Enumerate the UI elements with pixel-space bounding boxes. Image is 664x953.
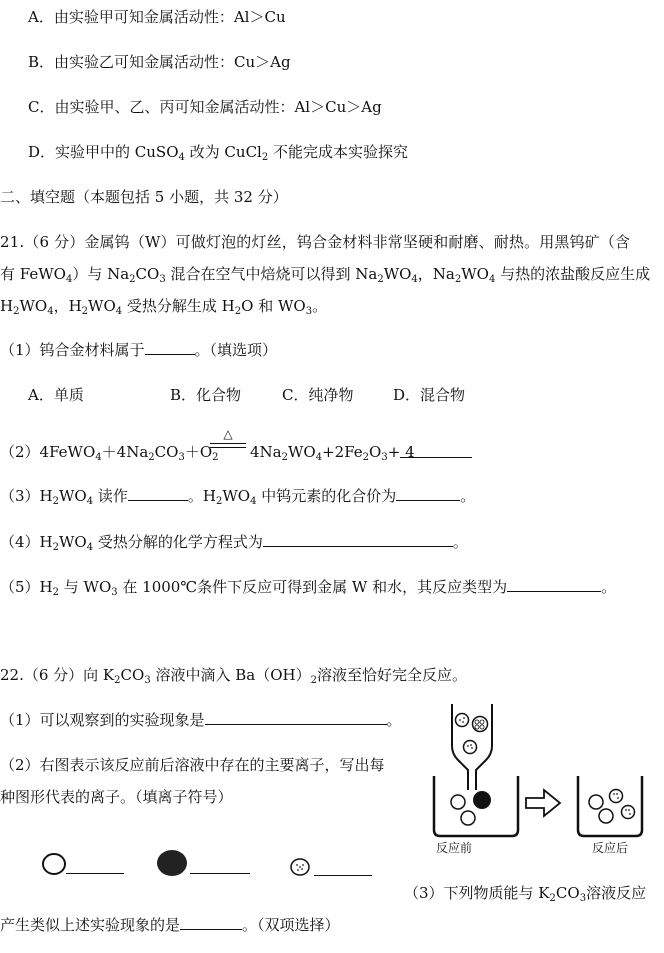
q21-stem-line1: 21.（6 分）金属钨（W）可做灯泡的灯丝，钨合金材料非常坚硬和耐磨、耐热。用黑钨矿（含	[0, 233, 631, 251]
q21-stem-line2: 有 FeWO$_4$）与 $Na_2CO_3$ 混合在空气中焙烧可以得到 $Na_2WO_4$，$Na_2WO_4$ 与热的浓盐酸反应生成	[0, 265, 651, 285]
equals-line-top	[210, 443, 246, 444]
answer-blank[interactable]	[396, 486, 460, 501]
q21-part2: $(2)4FeWO_4+4Na_2CO_3+O_2$	[0, 443, 219, 463]
q22-part1: （1）可以观察到的实验现象是 。	[0, 711, 402, 729]
q22-part3-line1: （3）下列物质能与 $K_2CO_3$溶液反应	[404, 884, 647, 904]
answer-blank[interactable]	[145, 340, 195, 355]
answer-blank[interactable]	[314, 875, 372, 876]
q21-opt-c: C．纯净物	[282, 386, 354, 404]
q21-opt-a: A．单质	[28, 386, 84, 404]
q21-part3: $(3)H_2WO_4$ 读作 。$H_2WO_4$ 中钨元素的化合价为 。	[0, 487, 476, 507]
answer-blank[interactable]	[66, 873, 124, 874]
dropper-icon	[452, 704, 492, 790]
label-after: 反应后	[592, 841, 629, 855]
dotted-circle-icon	[291, 859, 309, 875]
q22-part2-line2: 种图形代表的离子。（填离子符号）	[0, 788, 233, 806]
section-heading: 二、填空题（本题包括 5 小题，共 32 分）	[0, 188, 288, 206]
answer-blank[interactable]	[507, 577, 601, 592]
answer-blank[interactable]	[400, 457, 472, 458]
reaction-diagram	[420, 690, 660, 860]
label-before: 反应前	[436, 841, 473, 855]
equals-line-bottom	[210, 447, 246, 448]
answer-blank[interactable]	[190, 873, 250, 874]
q21-opt-d: D．混合物	[393, 386, 466, 404]
beaker-after-icon	[578, 776, 642, 836]
ion-legend	[38, 850, 358, 880]
answer-blank[interactable]	[180, 915, 242, 930]
q21-opt-b: B．化合物	[170, 386, 242, 404]
arrow-right-icon	[526, 790, 560, 816]
answer-blank[interactable]	[128, 486, 188, 501]
black-circle-icon	[157, 850, 187, 876]
q22-stem: 22.（6 分）向 $K_2CO_3$ 溶液中滴入 $Ba(OH)_2$溶液至恰好完全反应。	[0, 666, 467, 686]
answer-blank[interactable]	[263, 532, 453, 547]
option-a: A．由实验甲可知金属活动性：Al＞Cu	[28, 8, 286, 26]
answer-blank[interactable]	[205, 710, 387, 725]
q21-part2-rhs: $4Na_2WO_4+2Fe_2O_3+ 4$	[250, 443, 415, 463]
option-b: B．由实验乙可知金属活动性：Cu＞Ag	[28, 53, 291, 71]
option-d: D．实验甲中的 CuSO$_4$ 改为 CuCl$_2$ 不能完成本实验探究	[28, 143, 408, 163]
q21-part5: $(5)H_2$ 与 $WO_3$ 在 1000℃条件下反应可得到金属 W 和水，其反应类型为 。	[0, 578, 617, 598]
heat-condition: △	[223, 427, 233, 441]
q22-part2-line1: （2）右图表示该反应前后溶液中存在的主要离子，写出每	[0, 756, 385, 774]
white-circle-icon	[43, 854, 65, 874]
q22-part3-line2: 产生类似上述实验现象的是 。（双项选择）	[0, 916, 340, 934]
q21-part4: $(4)H_2WO_4$ 受热分解的化学方程式为 。	[0, 533, 468, 553]
q21-stem-line3: $H_2WO_4$，$H_2WO_4$ 受热分解生成 $H_2O$ 和 $WO_3$。	[0, 297, 328, 317]
option-c: C．由实验甲、乙、丙可知金属活动性：Al＞Cu＞Ag	[28, 98, 382, 116]
q21-part1: （1）钨合金材料属于 。（填选项）	[0, 341, 278, 359]
